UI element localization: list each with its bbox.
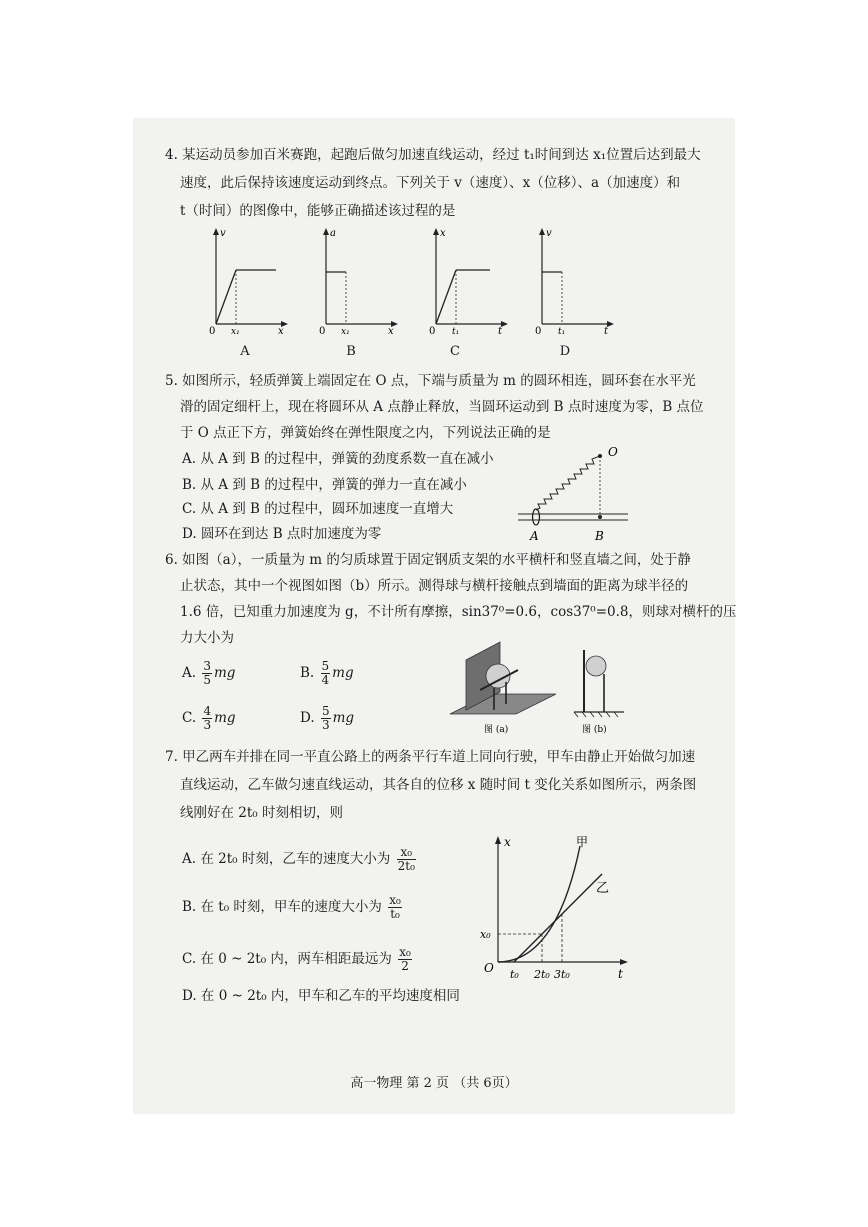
q7-label-jia: 甲 [576, 835, 589, 849]
q5-label-o: O [608, 445, 618, 459]
q4-line2: 速度，此后保持该速度运动到终点。下列关于 v（速度）、x（位移）、a（加速度）和 [180, 175, 681, 191]
q7-3t0: 3t₀ [554, 968, 570, 981]
q5-spring-figure [516, 442, 632, 544]
q4-c-x: t [498, 326, 503, 336]
q7-x0: x₀ [480, 928, 491, 941]
q4-graph-b-label: B [346, 344, 356, 359]
q4-graph-a [200, 226, 290, 336]
q4-a-o: 0 [209, 326, 216, 336]
q4-d-y: v [546, 228, 552, 239]
q7-line3: 线刚好在 2t₀ 时刻相切，则 [180, 805, 344, 821]
q4-line3: t（时间）的图像中，能够正确描述该过程的是 [180, 203, 456, 219]
q4-graph-b [310, 226, 400, 336]
q7-t0: t₀ [510, 968, 519, 981]
q4-c-tick: t₁ [452, 327, 460, 336]
q5-option-c: C. 从 A 到 B 的过程中，圆环加速度一直增大 [182, 501, 454, 517]
q4-graph-c [420, 226, 510, 336]
q7-xt-graph [476, 832, 636, 984]
q6-line3: 1.6 倍，已知重力加速度为 g，不计所有摩擦，sin37⁰=0.6，cos37⁰=0.8，则球对横杆的压 [180, 604, 737, 620]
q6-option-c: C. $\frac{4}{3}$ mg [182, 704, 236, 732]
q5-option-a: A. 从 A 到 B 的过程中，弹簧的劲度系数一直在减小 [182, 451, 494, 467]
q5-label-a: A [530, 529, 539, 543]
q6-line4: 力大小为 [180, 630, 234, 646]
q4-b-o: 0 [319, 326, 326, 336]
q5-label-b: B [595, 529, 604, 543]
q7-axis-x: x [504, 835, 511, 849]
q4-d-x: t [604, 326, 609, 336]
q4-graph-c-label: C [450, 344, 460, 359]
q7-axis-t: t [618, 967, 623, 981]
q5-line3: 于 O 点正下方，弹簧始终在弹性限度之内，下列说法正确的是 [180, 425, 551, 441]
q4-c-y: x [440, 228, 446, 239]
q4-d-o: 0 [535, 326, 542, 336]
q5-line2: 滑的固定细杆上，现在将圆环从 A 点静止释放，当圆环运动到 B 点时速度为零，B 点位 [180, 399, 704, 415]
q4-b-x: x [388, 326, 394, 336]
q4-d-tick: t₁ [558, 327, 566, 336]
q7-line2: 直线运动，乙车做匀速直线运动，其各自的位移 x 随时间 t 变化关系如图所示，两条图 [180, 777, 697, 793]
q6-figure-b [568, 640, 628, 736]
q7-option-a: A. 在 2t₀ 时刻，乙车的速度大小为 $\frac{\text{x₀}}{\text{2t₀}}$ [182, 845, 415, 873]
q5-option-d: D. 圆环在到达 B 点时加速度为零 [182, 526, 382, 542]
q7-option-d: D. 在 0 ~ 2t₀ 内，甲车和乙车的平均速度相同 [182, 988, 460, 1004]
q4-a-y: v [220, 228, 226, 239]
page-footer: 高一物理 第 2 页 （共 6页） [350, 1076, 518, 1091]
q6-fig-a-caption: 图 (a) [484, 725, 509, 735]
q6-figure-a [446, 640, 562, 736]
q4-b-y: a [330, 228, 336, 239]
q6-option-a: A. $\frac{3}{5}$ mg [182, 659, 236, 687]
q7-line1: 7. 甲乙两车并排在同一平直公路上的两条平行车道上同向行驶，甲车由静止开始做匀加速 [165, 749, 696, 765]
q4-b-tick: x₁ [341, 327, 350, 336]
q7-origin: O [484, 961, 494, 975]
q4-graph-d [526, 226, 616, 336]
q6-line2: 止状态，其中一个视图如图（b）所示。测得球与横杆接触点到墙面的距离为球半径的 [180, 578, 689, 594]
q7-option-c: C. 在 0 ~ 2t₀ 内，两车相距最远为 $\frac{\text{x₀}}{2}$ [182, 945, 411, 973]
q7-label-yi: 乙 [596, 881, 610, 896]
q6-line1: 6. 如图（a），一质量为 m 的匀质球置于固定钢质支架的水平横杆和竖直墙之间，处于静 [165, 552, 691, 568]
q6-option-b: B. $\frac{5}{4}$ mg [300, 659, 354, 687]
q7-option-b: B. 在 t₀ 时刻，甲车的速度大小为 $\frac{\text{x₀}}{\text{t₀}}$ [182, 893, 401, 921]
q6-option-d: D. $\frac{5}{3}$ mg [300, 704, 355, 732]
q5-option-b: B. 从 A 到 B 的过程中，弹簧的弹力一直在减小 [182, 477, 467, 493]
q4-a-tick: x₁ [231, 327, 240, 336]
q6-fig-b-caption: 图 (b) [582, 725, 607, 735]
q4-graph-a-label: A [240, 344, 250, 359]
q4-c-o: 0 [429, 326, 436, 336]
q4-line1: 4. 某运动员参加百米赛跑，起跑后做匀加速直线运动，经过 t₁时间到达 x₁位置后达到最大 [165, 147, 701, 163]
q4-graph-d-label: D [559, 344, 571, 359]
q7-2t0: 2t₀ [534, 968, 550, 981]
q4-a-x: x [278, 326, 284, 336]
q5-line1: 5. 如图所示，轻质弹簧上端固定在 O 点，下端与质量为 m 的圆环相连，圆环套在水平光 [165, 373, 696, 389]
